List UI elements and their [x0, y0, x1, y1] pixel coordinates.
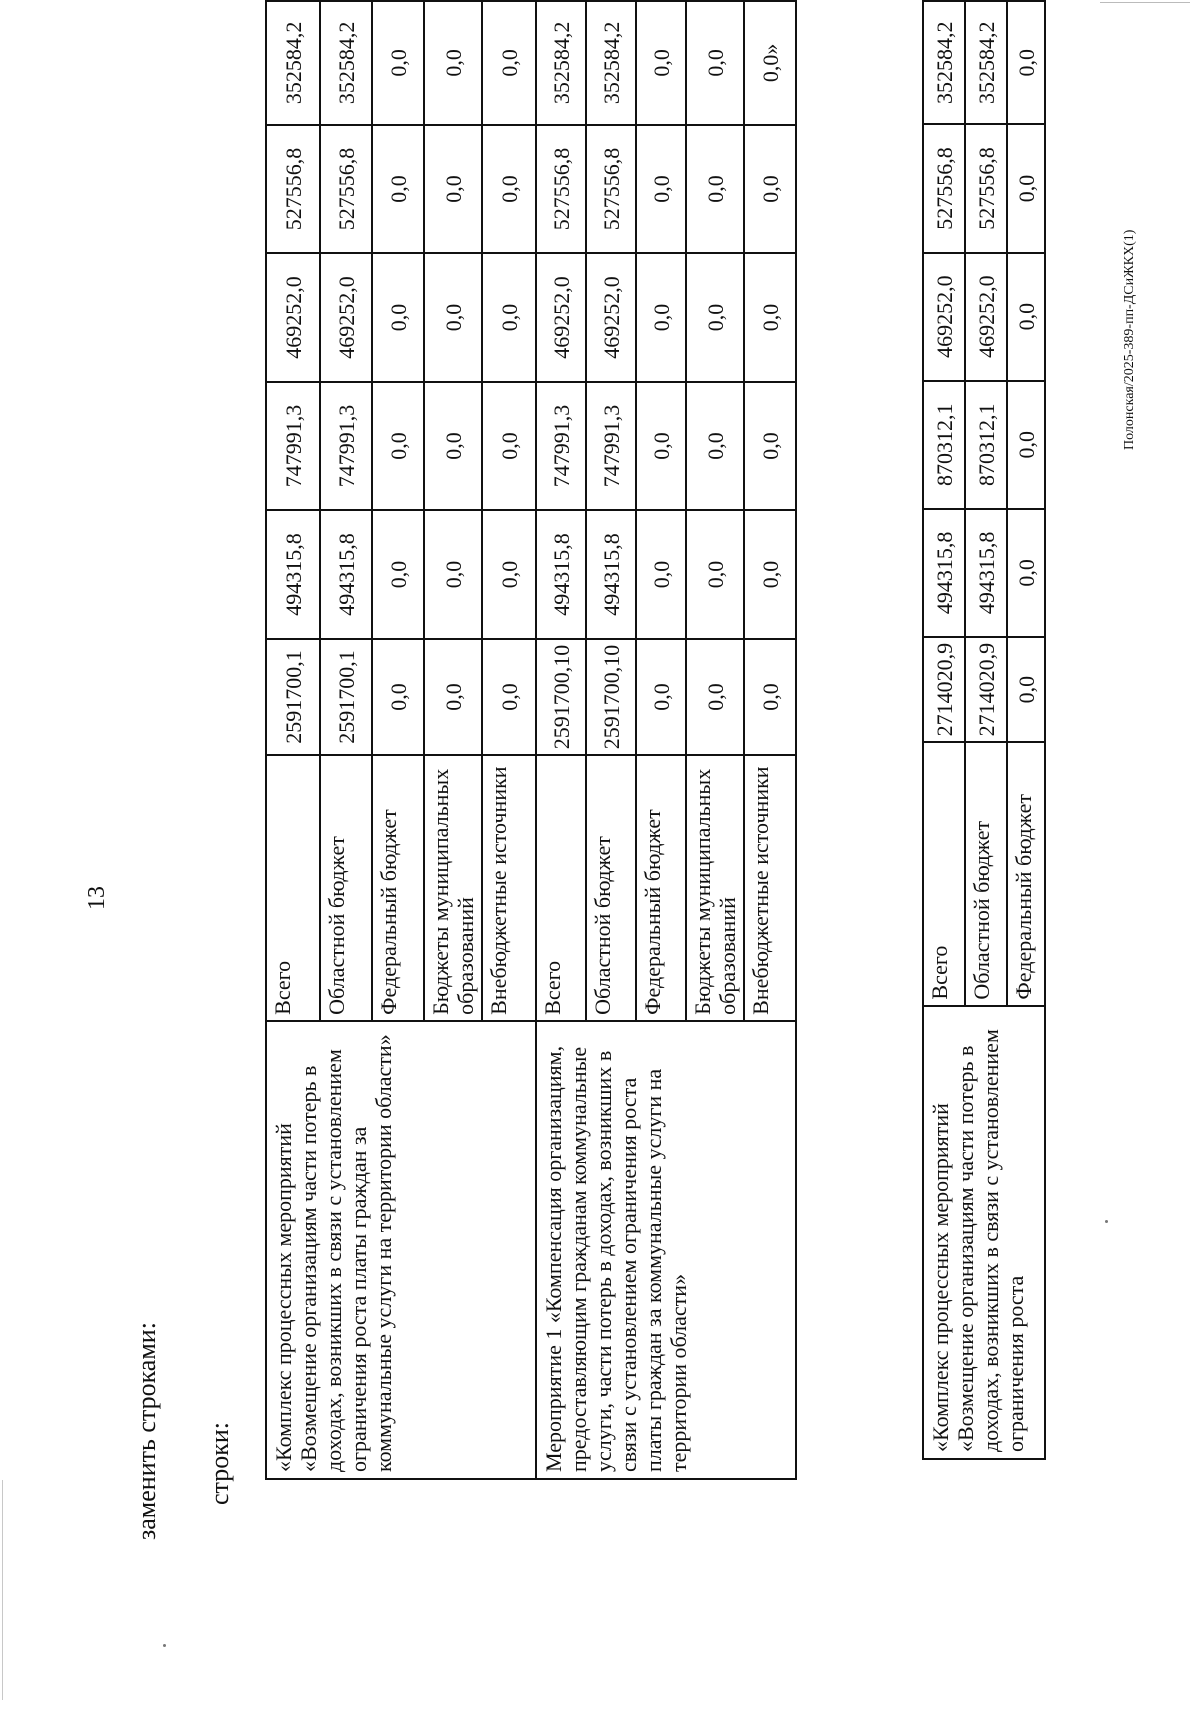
value-cell: 747991,3 [320, 382, 372, 511]
value-cell: 469252,0 [965, 253, 1007, 381]
value-cell: 494315,8 [586, 510, 636, 639]
replace-with-rows-label: заменить строками: [132, 1322, 161, 1540]
value-cell: 0,0 [636, 125, 686, 254]
value-cell: 0,0 [424, 1, 482, 125]
page-number: 13 [84, 886, 110, 910]
value-cell: 0,0 [424, 510, 482, 639]
value-cell: 0,0 [372, 382, 424, 511]
value-cell: 0,0 [482, 639, 536, 756]
value-cell: 352584,2 [965, 1, 1007, 124]
value-cell: 2591700,1 [266, 639, 320, 756]
value-cell: 870312,1 [965, 381, 1007, 509]
document-footer-code: Полонская/2025-389-пп-ДСиЖКХ(1) [1122, 229, 1137, 450]
value-cell: 469252,0 [320, 253, 372, 382]
value-cell: 494315,8 [923, 509, 965, 637]
value-cell: 0,0» [744, 1, 796, 125]
value-cell: 0,0 [636, 253, 686, 382]
funding-source: Всего [536, 755, 586, 1021]
value-cell: 870312,1 [923, 381, 965, 509]
value-cell: 0,0 [424, 253, 482, 382]
value-cell: 0,0 [1007, 637, 1045, 743]
funding-source: Областной бюджет [320, 755, 372, 1021]
value-cell: 2714020,9 [965, 637, 1007, 743]
value-cell: 494315,8 [266, 510, 320, 639]
funding-source: Областной бюджет [965, 742, 1007, 1005]
value-cell: 2591700,1 [320, 639, 372, 756]
funding-source: Внебюджетные источники [744, 755, 796, 1021]
funding-source: Федеральный бюджет [1007, 742, 1045, 1005]
value-cell: 0,0 [1007, 253, 1045, 381]
value-cell: 527556,8 [965, 124, 1007, 252]
value-cell: 0,0 [744, 253, 796, 382]
funding-source: Федеральный бюджет [636, 755, 686, 1021]
group-name: «Комплекс процессных мероприятий «Возмещение организациям части потерь в доходах, возникших в связи с установлением ограничения роста платы граждан за коммунальные услуги на территории области» [266, 1021, 536, 1479]
value-cell: 0,0 [424, 382, 482, 511]
value-cell: 469252,0 [586, 253, 636, 382]
value-cell: 0,0 [482, 1, 536, 125]
value-cell: 469252,0 [266, 253, 320, 382]
value-cell: 352584,2 [536, 1, 586, 125]
value-cell: 747991,3 [266, 382, 320, 511]
value-cell: 0,0 [1007, 1, 1045, 124]
value-cell: 0,0 [686, 382, 744, 511]
group-name: Мероприятие 1 «Компенсация организациям, предоставляющим гражданам коммунальные услуги, части потерь в доходах, возникших в связи с установлением ограничения роста платы граждан за коммунальные услуги на территории области» [536, 1021, 796, 1479]
value-cell: 469252,0 [536, 253, 586, 382]
value-cell: 0,0 [482, 382, 536, 511]
value-cell: 0,0 [482, 510, 536, 639]
value-cell: 0,0 [372, 1, 424, 125]
funding-source: Бюджеты муниципальных образований [424, 755, 482, 1021]
value-cell: 352584,2 [586, 1, 636, 125]
value-cell: 2714020,9 [923, 637, 965, 743]
value-cell: 527556,8 [320, 125, 372, 254]
value-cell: 0,0 [482, 125, 536, 254]
value-cell: 527556,8 [586, 125, 636, 254]
funding-source: Внебюджетные источники [482, 755, 536, 1021]
table-row [923, 1, 965, 1459]
value-cell: 0,0 [482, 253, 536, 382]
funding-source: Федеральный бюджет [372, 755, 424, 1021]
value-cell: 0,0 [636, 1, 686, 125]
value-cell: 0,0 [636, 382, 686, 511]
value-cell: 494315,8 [965, 509, 1007, 637]
value-cell: 0,0 [372, 253, 424, 382]
value-cell: 352584,2 [266, 1, 320, 125]
funding-source: Всего [923, 742, 965, 1005]
value-cell: 0,0 [686, 1, 744, 125]
value-cell: 0,0 [1007, 381, 1045, 509]
table-row [266, 1, 320, 1479]
value-cell: 0,0 [636, 639, 686, 756]
value-cell: 0,0 [686, 125, 744, 254]
value-cell: 0,0 [744, 639, 796, 756]
value-cell: 494315,8 [536, 510, 586, 639]
value-cell: 2591700,10 [586, 639, 636, 756]
value-cell: 0,0 [686, 253, 744, 382]
value-cell: 469252,0 [923, 253, 965, 381]
value-cell: 0,0 [372, 125, 424, 254]
value-cell: 0,0 [424, 125, 482, 254]
value-cell: 0,0 [636, 510, 686, 639]
value-cell: 0,0 [686, 639, 744, 756]
table-row [536, 1, 586, 1479]
value-cell: 0,0 [372, 639, 424, 756]
group-name: «Комплекс процессных мероприятий «Возмещение организациям части потерь в доходах, возникших в связи с установлением ограничения роста [923, 1006, 1045, 1459]
value-cell: 0,0 [686, 510, 744, 639]
value-cell: 0,0 [1007, 509, 1045, 637]
value-cell: 0,0 [744, 510, 796, 639]
value-cell: 0,0 [744, 382, 796, 511]
value-cell: 527556,8 [536, 125, 586, 254]
value-cell: 0,0 [424, 639, 482, 756]
value-cell: 352584,2 [923, 1, 965, 124]
value-cell: 747991,3 [586, 382, 636, 511]
value-cell: 527556,8 [266, 125, 320, 254]
value-cell: 0,0 [744, 125, 796, 254]
value-cell: 494315,8 [320, 510, 372, 639]
value-cell: 747991,3 [536, 382, 586, 511]
funding-source: Всего [266, 755, 320, 1021]
value-cell: 0,0 [1007, 124, 1045, 252]
value-cell: 0,0 [372, 510, 424, 639]
value-cell: 527556,8 [923, 124, 965, 252]
value-cell: 352584,2 [320, 1, 372, 125]
original-rows-table [265, 0, 797, 1480]
rows-label: строки: [205, 1422, 234, 1505]
replacement-rows-table [922, 0, 1046, 1460]
funding-source: Областной бюджет [586, 755, 636, 1021]
value-cell: 2591700,10 [536, 639, 586, 756]
funding-source: Бюджеты муниципальных образований [686, 755, 744, 1021]
